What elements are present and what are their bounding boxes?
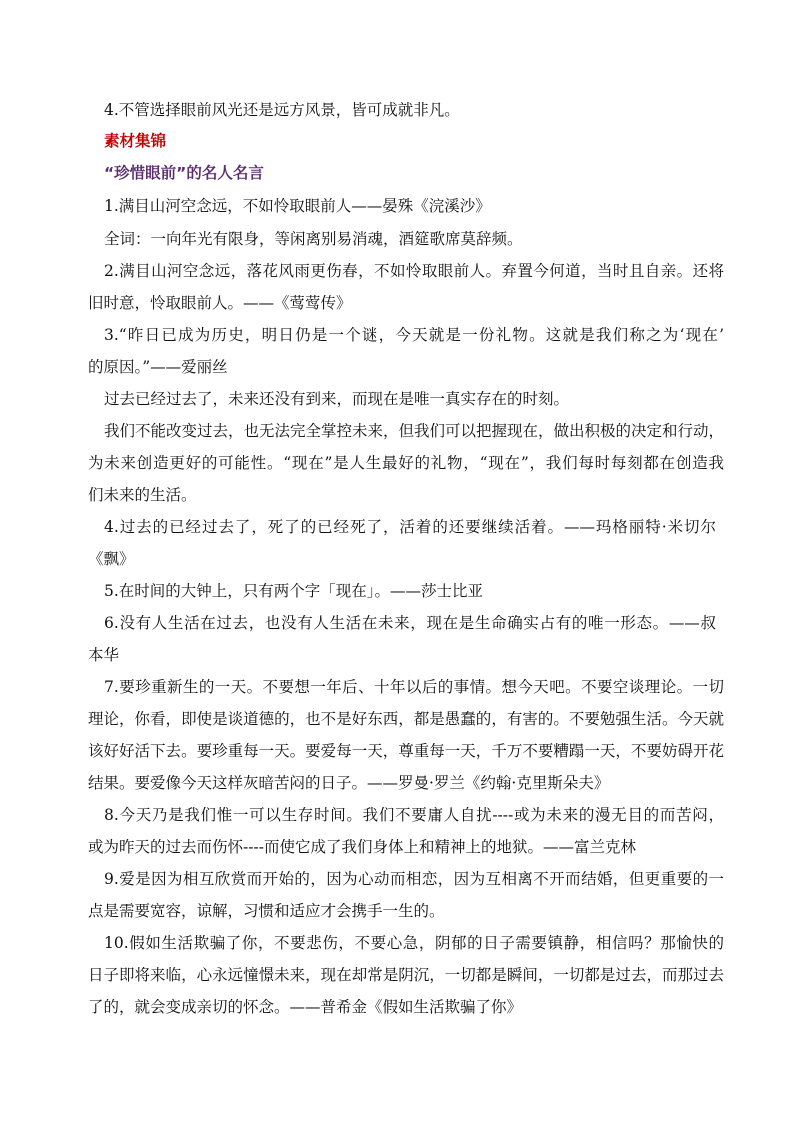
- section-title: 素材集锦: [104, 132, 167, 150]
- paragraph-future-line-3: 们未来的生活。: [88, 486, 197, 504]
- quote-10-line-3: 了的，就会变成亲切的怀念。——普希金《假如生活欺骗了你》: [88, 998, 523, 1016]
- quote-4-line-1: 4.过去的已经过去了，死了的已经死了，活着的还要继续活着。——玛格丽特·米切尔: [104, 518, 716, 536]
- quote-8-line-1: 8.今天乃是我们惟一可以生存时间。我们不要庸人自扰----或为未来的漫无目的而苦闷，: [104, 806, 724, 824]
- subsection-title: “珍惜眼前”的名人名言: [104, 164, 264, 182]
- quote-5: 5.在时间的大钟上，只有两个字「现在」。——莎士比亚: [104, 582, 484, 600]
- quote-1-full-text: 全词：一向年光有限身，等闲离别易消魂，酒筵歌席莫辞频。: [104, 230, 523, 248]
- quote-7-line-2: 理论，你看，即使是谈道德的，也不是好东西，都是愚蠢的，有害的。不要勉强生活。今天就: [88, 710, 724, 728]
- quote-7-line-4: 结果。要爱像今天这样灰暗苦闷的日子。——罗曼·罗兰《约翰·克里斯朵夫》: [88, 774, 610, 792]
- quote-2-line-1: 2.满目山河空念远，落花风雨更伤春，不如怜取眼前人。弃置今何道，当时且自亲。还将: [104, 262, 724, 280]
- paragraph-present: 过去已经过去了，未来还没有到来，而现在是唯一真实存在的时刻。: [104, 390, 570, 408]
- quote-10-line-1: 10.假如生活欺骗了你，不要悲伤，不要心急，阴郁的日子需要镇静，相信吗？那愉快的: [104, 934, 724, 952]
- quote-9-line-2: 点是需要宽容，谅解，习惯和适应才会携手一生的。: [88, 902, 445, 920]
- quote-8-line-2: 或为昨天的过去而伤怀----而使它成了我们身体上和精神上的地狱。——富兰克林: [88, 838, 636, 856]
- quote-6-line-2: 本华: [88, 646, 120, 664]
- quote-9-line-1: 9.爱是因为相互欣赏而开始的，因为心动而相恋，因为互相离不开而结婚，但更重要的一: [104, 870, 724, 888]
- quote-1: 1.满目山河空念远，不如怜取眼前人——晏殊《浣溪沙》: [104, 197, 491, 215]
- paragraph-future-line-1: 我们不能改变过去，也无法完全掌控未来，但我们可以把握现在，做出积极的决定和行动，: [104, 422, 725, 440]
- quote-7-line-1: 7.要珍重新生的一天。不要想一年后、十年以后的事情。想今天吧。不要空谈理论。一切: [104, 678, 724, 696]
- paragraph-future-line-2: 为未来创造更好的可能性。“现在”是人生最好的礼物，“现在”，我们每时每刻都在创造我: [88, 454, 724, 472]
- quote-7-line-3: 该好好活下去。要珍重每一天。要爱每一天，尊重每一天，千万不要糟蹋一天，不要妨碍开花: [88, 742, 724, 760]
- quote-2-line-2: 旧时意，怜取眼前人。——《莺莺传》: [88, 294, 352, 312]
- quote-6-line-1: 6.没有人生活在过去，也没有人生活在未来，现在是生命确实占有的唯一形态。——叔: [104, 614, 716, 632]
- lead-line: 4.不管选择眼前风光还是远方风景，皆可成就非凡。: [104, 101, 460, 119]
- quote-10-line-2: 日子即将来临，心永远憧憬未来，现在却常是阴沉，一切都是瞬间，一切都是过去，而那过去: [88, 966, 724, 984]
- quote-3-line-2: 的原因。”——爱丽丝: [88, 358, 228, 376]
- quote-4-line-2: 《飘》: [88, 550, 135, 568]
- quote-3-line-1: 3.“昨日已成为历史，明日仍是一个谜，今天就是一份礼物。这就是我们称之为‘现在’: [104, 326, 724, 344]
